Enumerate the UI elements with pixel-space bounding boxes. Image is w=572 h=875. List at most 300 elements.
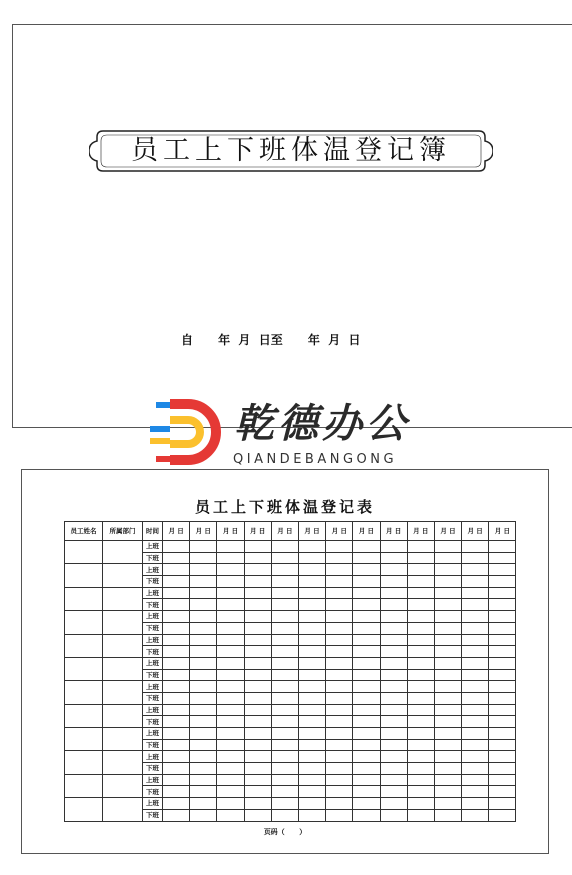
temperature-cell[interactable]	[434, 774, 461, 786]
temperature-cell[interactable]	[462, 809, 489, 821]
temperature-cell[interactable]	[190, 611, 217, 623]
temperature-cell[interactable]	[407, 763, 434, 775]
temperature-cell[interactable]	[217, 669, 244, 681]
temperature-cell[interactable]	[434, 704, 461, 716]
temperature-cell[interactable]	[326, 786, 353, 798]
temperature-cell[interactable]	[407, 669, 434, 681]
temperature-cell[interactable]	[380, 751, 407, 763]
temperature-cell[interactable]	[163, 809, 190, 821]
temperature-cell[interactable]	[462, 692, 489, 704]
temperature-cell[interactable]	[217, 739, 244, 751]
temperature-cell[interactable]	[271, 552, 298, 564]
temperature-cell[interactable]	[489, 786, 516, 798]
temperature-cell[interactable]	[434, 587, 461, 599]
temperature-cell[interactable]	[163, 541, 190, 553]
temperature-cell[interactable]	[407, 622, 434, 634]
temperature-cell[interactable]	[217, 798, 244, 810]
temperature-cell[interactable]	[326, 634, 353, 646]
temperature-cell[interactable]	[407, 728, 434, 740]
temperature-cell[interactable]	[298, 587, 325, 599]
temperature-cell[interactable]	[326, 681, 353, 693]
temperature-cell[interactable]	[489, 576, 516, 588]
temperature-cell[interactable]	[244, 798, 271, 810]
temperature-cell[interactable]	[163, 657, 190, 669]
temperature-cell[interactable]	[271, 646, 298, 658]
temperature-cell[interactable]	[163, 716, 190, 728]
temperature-cell[interactable]	[353, 774, 380, 786]
temperature-cell[interactable]	[434, 728, 461, 740]
name-cell[interactable]	[65, 704, 103, 727]
temperature-cell[interactable]	[407, 552, 434, 564]
temperature-cell[interactable]	[353, 751, 380, 763]
temperature-cell[interactable]	[217, 809, 244, 821]
temperature-cell[interactable]	[271, 751, 298, 763]
temperature-cell[interactable]	[489, 774, 516, 786]
dept-cell[interactable]	[103, 634, 143, 657]
temperature-cell[interactable]	[407, 576, 434, 588]
name-cell[interactable]	[65, 541, 103, 564]
temperature-cell[interactable]	[489, 681, 516, 693]
temperature-cell[interactable]	[163, 552, 190, 564]
dept-cell[interactable]	[103, 751, 143, 774]
temperature-cell[interactable]	[244, 552, 271, 564]
temperature-cell[interactable]	[271, 576, 298, 588]
name-cell[interactable]	[65, 751, 103, 774]
temperature-cell[interactable]	[217, 763, 244, 775]
temperature-cell[interactable]	[462, 587, 489, 599]
temperature-cell[interactable]	[380, 774, 407, 786]
temperature-cell[interactable]	[217, 576, 244, 588]
temperature-cell[interactable]	[217, 552, 244, 564]
temperature-cell[interactable]	[407, 809, 434, 821]
name-cell[interactable]	[65, 728, 103, 751]
temperature-cell[interactable]	[244, 622, 271, 634]
temperature-cell[interactable]	[462, 622, 489, 634]
temperature-cell[interactable]	[489, 692, 516, 704]
temperature-cell[interactable]	[244, 587, 271, 599]
temperature-cell[interactable]	[163, 669, 190, 681]
temperature-cell[interactable]	[217, 599, 244, 611]
temperature-cell[interactable]	[353, 646, 380, 658]
temperature-cell[interactable]	[271, 704, 298, 716]
temperature-cell[interactable]	[163, 774, 190, 786]
temperature-cell[interactable]	[326, 798, 353, 810]
temperature-cell[interactable]	[407, 634, 434, 646]
temperature-cell[interactable]	[353, 622, 380, 634]
temperature-cell[interactable]	[298, 611, 325, 623]
temperature-cell[interactable]	[244, 646, 271, 658]
temperature-cell[interactable]	[190, 552, 217, 564]
temperature-cell[interactable]	[298, 622, 325, 634]
name-cell[interactable]	[65, 681, 103, 704]
temperature-cell[interactable]	[353, 611, 380, 623]
temperature-cell[interactable]	[271, 739, 298, 751]
dept-cell[interactable]	[103, 728, 143, 751]
temperature-cell[interactable]	[244, 809, 271, 821]
temperature-cell[interactable]	[434, 751, 461, 763]
temperature-cell[interactable]	[353, 739, 380, 751]
temperature-cell[interactable]	[489, 669, 516, 681]
temperature-cell[interactable]	[190, 634, 217, 646]
temperature-cell[interactable]	[353, 809, 380, 821]
temperature-cell[interactable]	[326, 751, 353, 763]
temperature-cell[interactable]	[489, 541, 516, 553]
temperature-cell[interactable]	[462, 751, 489, 763]
dept-cell[interactable]	[103, 541, 143, 564]
temperature-cell[interactable]	[163, 611, 190, 623]
temperature-cell[interactable]	[217, 646, 244, 658]
temperature-cell[interactable]	[271, 692, 298, 704]
temperature-cell[interactable]	[190, 774, 217, 786]
temperature-cell[interactable]	[244, 634, 271, 646]
temperature-cell[interactable]	[380, 576, 407, 588]
temperature-cell[interactable]	[190, 716, 217, 728]
name-cell[interactable]	[65, 587, 103, 610]
temperature-cell[interactable]	[298, 716, 325, 728]
temperature-cell[interactable]	[462, 716, 489, 728]
temperature-cell[interactable]	[271, 809, 298, 821]
temperature-cell[interactable]	[298, 541, 325, 553]
temperature-cell[interactable]	[271, 786, 298, 798]
temperature-cell[interactable]	[244, 541, 271, 553]
temperature-cell[interactable]	[326, 716, 353, 728]
temperature-cell[interactable]	[271, 763, 298, 775]
temperature-cell[interactable]	[217, 611, 244, 623]
name-cell[interactable]	[65, 657, 103, 680]
temperature-cell[interactable]	[298, 657, 325, 669]
temperature-cell[interactable]	[489, 599, 516, 611]
temperature-cell[interactable]	[462, 634, 489, 646]
dept-cell[interactable]	[103, 681, 143, 704]
temperature-cell[interactable]	[380, 564, 407, 576]
temperature-cell[interactable]	[190, 669, 217, 681]
temperature-cell[interactable]	[190, 798, 217, 810]
temperature-cell[interactable]	[462, 739, 489, 751]
temperature-cell[interactable]	[434, 622, 461, 634]
temperature-cell[interactable]	[434, 599, 461, 611]
temperature-cell[interactable]	[163, 692, 190, 704]
temperature-cell[interactable]	[462, 763, 489, 775]
temperature-cell[interactable]	[163, 587, 190, 599]
temperature-cell[interactable]	[434, 692, 461, 704]
temperature-cell[interactable]	[434, 786, 461, 798]
temperature-cell[interactable]	[489, 763, 516, 775]
temperature-cell[interactable]	[326, 622, 353, 634]
temperature-cell[interactable]	[298, 798, 325, 810]
temperature-cell[interactable]	[244, 774, 271, 786]
temperature-cell[interactable]	[190, 751, 217, 763]
temperature-cell[interactable]	[380, 716, 407, 728]
name-cell[interactable]	[65, 634, 103, 657]
temperature-cell[interactable]	[271, 728, 298, 740]
temperature-cell[interactable]	[489, 798, 516, 810]
temperature-cell[interactable]	[298, 786, 325, 798]
temperature-cell[interactable]	[163, 704, 190, 716]
temperature-cell[interactable]	[353, 669, 380, 681]
temperature-cell[interactable]	[326, 692, 353, 704]
temperature-cell[interactable]	[434, 809, 461, 821]
temperature-cell[interactable]	[434, 576, 461, 588]
temperature-cell[interactable]	[298, 576, 325, 588]
temperature-cell[interactable]	[326, 576, 353, 588]
temperature-cell[interactable]	[380, 704, 407, 716]
temperature-cell[interactable]	[353, 657, 380, 669]
temperature-cell[interactable]	[380, 798, 407, 810]
temperature-cell[interactable]	[217, 681, 244, 693]
temperature-cell[interactable]	[462, 564, 489, 576]
temperature-cell[interactable]	[434, 739, 461, 751]
temperature-cell[interactable]	[326, 774, 353, 786]
temperature-cell[interactable]	[326, 704, 353, 716]
temperature-cell[interactable]	[353, 728, 380, 740]
temperature-cell[interactable]	[271, 587, 298, 599]
temperature-cell[interactable]	[380, 599, 407, 611]
temperature-cell[interactable]	[217, 786, 244, 798]
temperature-cell[interactable]	[271, 622, 298, 634]
name-cell[interactable]	[65, 798, 103, 821]
temperature-cell[interactable]	[353, 704, 380, 716]
temperature-cell[interactable]	[489, 728, 516, 740]
temperature-cell[interactable]	[163, 681, 190, 693]
temperature-cell[interactable]	[298, 809, 325, 821]
temperature-cell[interactable]	[217, 587, 244, 599]
temperature-cell[interactable]	[326, 541, 353, 553]
temperature-cell[interactable]	[462, 774, 489, 786]
temperature-cell[interactable]	[190, 599, 217, 611]
temperature-cell[interactable]	[434, 564, 461, 576]
temperature-cell[interactable]	[434, 681, 461, 693]
temperature-cell[interactable]	[326, 728, 353, 740]
temperature-cell[interactable]	[489, 739, 516, 751]
temperature-cell[interactable]	[434, 763, 461, 775]
temperature-cell[interactable]	[190, 622, 217, 634]
temperature-cell[interactable]	[407, 716, 434, 728]
temperature-cell[interactable]	[353, 692, 380, 704]
temperature-cell[interactable]	[353, 541, 380, 553]
temperature-cell[interactable]	[407, 541, 434, 553]
temperature-cell[interactable]	[434, 669, 461, 681]
temperature-cell[interactable]	[217, 728, 244, 740]
temperature-cell[interactable]	[163, 798, 190, 810]
temperature-cell[interactable]	[163, 622, 190, 634]
temperature-cell[interactable]	[353, 763, 380, 775]
temperature-cell[interactable]	[298, 763, 325, 775]
temperature-cell[interactable]	[380, 728, 407, 740]
temperature-cell[interactable]	[380, 681, 407, 693]
temperature-cell[interactable]	[326, 564, 353, 576]
temperature-cell[interactable]	[163, 646, 190, 658]
temperature-cell[interactable]	[434, 611, 461, 623]
temperature-cell[interactable]	[190, 786, 217, 798]
temperature-cell[interactable]	[190, 564, 217, 576]
temperature-cell[interactable]	[217, 634, 244, 646]
temperature-cell[interactable]	[271, 798, 298, 810]
temperature-cell[interactable]	[353, 716, 380, 728]
temperature-cell[interactable]	[407, 774, 434, 786]
temperature-cell[interactable]	[244, 681, 271, 693]
temperature-cell[interactable]	[489, 622, 516, 634]
temperature-cell[interactable]	[244, 716, 271, 728]
temperature-cell[interactable]	[217, 622, 244, 634]
temperature-cell[interactable]	[434, 798, 461, 810]
temperature-cell[interactable]	[163, 576, 190, 588]
temperature-cell[interactable]	[190, 576, 217, 588]
temperature-cell[interactable]	[298, 774, 325, 786]
temperature-cell[interactable]	[489, 657, 516, 669]
temperature-cell[interactable]	[462, 657, 489, 669]
temperature-cell[interactable]	[190, 541, 217, 553]
temperature-cell[interactable]	[190, 704, 217, 716]
temperature-cell[interactable]	[407, 786, 434, 798]
temperature-cell[interactable]	[298, 692, 325, 704]
temperature-cell[interactable]	[271, 657, 298, 669]
temperature-cell[interactable]	[462, 786, 489, 798]
temperature-cell[interactable]	[489, 646, 516, 658]
temperature-cell[interactable]	[434, 716, 461, 728]
temperature-cell[interactable]	[489, 552, 516, 564]
temperature-cell[interactable]	[380, 622, 407, 634]
temperature-cell[interactable]	[298, 564, 325, 576]
temperature-cell[interactable]	[244, 576, 271, 588]
temperature-cell[interactable]	[190, 809, 217, 821]
temperature-cell[interactable]	[163, 751, 190, 763]
temperature-cell[interactable]	[353, 634, 380, 646]
temperature-cell[interactable]	[271, 634, 298, 646]
temperature-cell[interactable]	[434, 646, 461, 658]
temperature-cell[interactable]	[217, 541, 244, 553]
temperature-cell[interactable]	[326, 809, 353, 821]
temperature-cell[interactable]	[326, 739, 353, 751]
temperature-cell[interactable]	[380, 552, 407, 564]
temperature-cell[interactable]	[244, 611, 271, 623]
temperature-cell[interactable]	[489, 564, 516, 576]
temperature-cell[interactable]	[271, 611, 298, 623]
temperature-cell[interactable]	[407, 681, 434, 693]
temperature-cell[interactable]	[353, 576, 380, 588]
temperature-cell[interactable]	[163, 564, 190, 576]
temperature-cell[interactable]	[244, 692, 271, 704]
temperature-cell[interactable]	[217, 657, 244, 669]
temperature-cell[interactable]	[217, 692, 244, 704]
temperature-cell[interactable]	[380, 786, 407, 798]
temperature-cell[interactable]	[244, 564, 271, 576]
temperature-cell[interactable]	[271, 681, 298, 693]
temperature-cell[interactable]	[217, 774, 244, 786]
temperature-cell[interactable]	[217, 704, 244, 716]
temperature-cell[interactable]	[271, 564, 298, 576]
temperature-cell[interactable]	[462, 646, 489, 658]
temperature-cell[interactable]	[434, 541, 461, 553]
temperature-cell[interactable]	[271, 669, 298, 681]
temperature-cell[interactable]	[353, 599, 380, 611]
temperature-cell[interactable]	[407, 646, 434, 658]
temperature-cell[interactable]	[326, 611, 353, 623]
temperature-cell[interactable]	[353, 681, 380, 693]
temperature-cell[interactable]	[190, 587, 217, 599]
temperature-cell[interactable]	[407, 798, 434, 810]
temperature-cell[interactable]	[489, 611, 516, 623]
dept-cell[interactable]	[103, 704, 143, 727]
temperature-cell[interactable]	[462, 599, 489, 611]
temperature-cell[interactable]	[271, 774, 298, 786]
temperature-cell[interactable]	[407, 751, 434, 763]
name-cell[interactable]	[65, 774, 103, 797]
temperature-cell[interactable]	[353, 798, 380, 810]
dept-cell[interactable]	[103, 611, 143, 634]
temperature-cell[interactable]	[380, 657, 407, 669]
temperature-cell[interactable]	[462, 681, 489, 693]
temperature-cell[interactable]	[163, 786, 190, 798]
temperature-cell[interactable]	[434, 657, 461, 669]
temperature-cell[interactable]	[489, 704, 516, 716]
temperature-cell[interactable]	[353, 552, 380, 564]
temperature-cell[interactable]	[190, 728, 217, 740]
temperature-cell[interactable]	[298, 681, 325, 693]
dept-cell[interactable]	[103, 798, 143, 821]
temperature-cell[interactable]	[407, 692, 434, 704]
temperature-cell[interactable]	[462, 798, 489, 810]
temperature-cell[interactable]	[298, 704, 325, 716]
temperature-cell[interactable]	[462, 728, 489, 740]
temperature-cell[interactable]	[298, 739, 325, 751]
temperature-cell[interactable]	[407, 739, 434, 751]
temperature-cell[interactable]	[326, 763, 353, 775]
temperature-cell[interactable]	[298, 599, 325, 611]
temperature-cell[interactable]	[190, 646, 217, 658]
temperature-cell[interactable]	[190, 657, 217, 669]
temperature-cell[interactable]	[434, 552, 461, 564]
temperature-cell[interactable]	[244, 763, 271, 775]
temperature-cell[interactable]	[489, 587, 516, 599]
temperature-cell[interactable]	[271, 599, 298, 611]
temperature-cell[interactable]	[462, 669, 489, 681]
temperature-cell[interactable]	[190, 692, 217, 704]
temperature-cell[interactable]	[326, 599, 353, 611]
temperature-cell[interactable]	[244, 728, 271, 740]
temperature-cell[interactable]	[407, 611, 434, 623]
temperature-cell[interactable]	[380, 646, 407, 658]
temperature-cell[interactable]	[298, 751, 325, 763]
temperature-cell[interactable]	[190, 681, 217, 693]
temperature-cell[interactable]	[380, 541, 407, 553]
temperature-cell[interactable]	[489, 751, 516, 763]
temperature-cell[interactable]	[326, 587, 353, 599]
temperature-cell[interactable]	[353, 587, 380, 599]
temperature-cell[interactable]	[244, 599, 271, 611]
temperature-cell[interactable]	[407, 587, 434, 599]
temperature-cell[interactable]	[407, 599, 434, 611]
temperature-cell[interactable]	[353, 564, 380, 576]
temperature-cell[interactable]	[271, 541, 298, 553]
temperature-cell[interactable]	[217, 751, 244, 763]
temperature-cell[interactable]	[217, 564, 244, 576]
temperature-cell[interactable]	[407, 564, 434, 576]
temperature-cell[interactable]	[462, 576, 489, 588]
dept-cell[interactable]	[103, 657, 143, 680]
temperature-cell[interactable]	[489, 716, 516, 728]
temperature-cell[interactable]	[462, 611, 489, 623]
dept-cell[interactable]	[103, 587, 143, 610]
dept-cell[interactable]	[103, 564, 143, 587]
temperature-cell[interactable]	[298, 646, 325, 658]
temperature-cell[interactable]	[271, 716, 298, 728]
temperature-cell[interactable]	[190, 763, 217, 775]
temperature-cell[interactable]	[380, 692, 407, 704]
temperature-cell[interactable]	[244, 786, 271, 798]
temperature-cell[interactable]	[380, 634, 407, 646]
temperature-cell[interactable]	[298, 634, 325, 646]
temperature-cell[interactable]	[244, 657, 271, 669]
